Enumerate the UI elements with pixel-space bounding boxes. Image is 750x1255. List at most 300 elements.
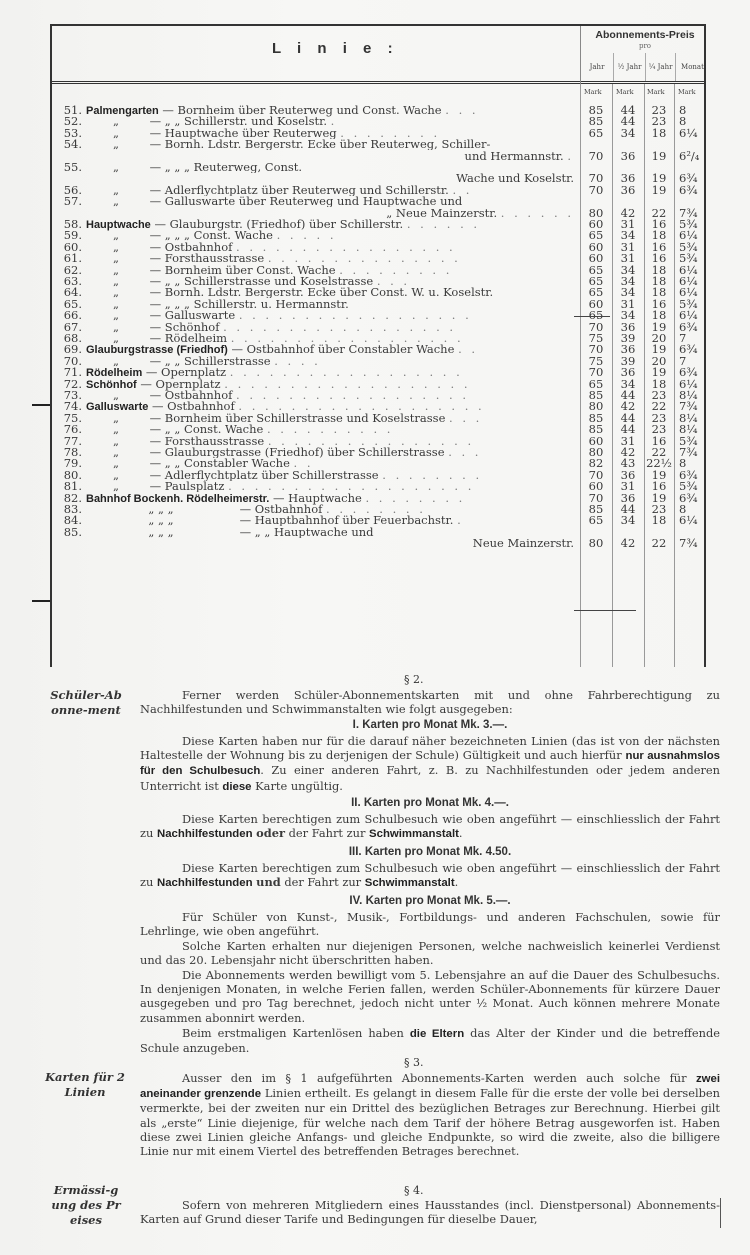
- linie-heading: L i n i e :: [272, 40, 399, 57]
- route-text-continued: Neue Mainzerstr.: [472, 537, 574, 550]
- route-text: „ — Paulsplatz . . . . . . . . . . . . . . . . . . .: [86, 480, 574, 492]
- table-row: [52, 332, 706, 343]
- table-row: [52, 114, 706, 129]
- price-halbjahr: 31: [620, 479, 636, 494]
- table-row: [52, 321, 706, 332]
- row-number: 79.: [63, 456, 82, 471]
- table-row: [52, 513, 706, 528]
- route-origin: „: [113, 423, 119, 436]
- section-4-sidenote: Ermässi-gung des Preises: [51, 1183, 121, 1227]
- price-monat: 8: [679, 456, 687, 471]
- price-jahr: 85: [588, 410, 604, 425]
- section-3-sidenote: Karten für 2 Linien: [45, 1070, 125, 1099]
- table-row: [52, 184, 706, 195]
- price-jahr: 70: [588, 467, 604, 482]
- price-halbjahr: 44: [620, 388, 636, 402]
- row-number: 51.: [63, 103, 82, 117]
- price-jahr: 85: [588, 502, 604, 516]
- price-monat: 5¾: [679, 433, 698, 448]
- price-vierteljahr: 18: [651, 513, 667, 528]
- table-row: [52, 355, 706, 366]
- table-row: [52, 138, 706, 161]
- unit-label: Mark: [678, 88, 696, 96]
- route-text: Bahnhof Bockenh. Rödelheimerstr. — Hauptwache . . . . . . . .: [86, 491, 466, 505]
- price-vierteljahr: 22: [651, 399, 667, 414]
- route-text: Galluswarte — Ostbahnhof . . . . . . . . . . . . . . . . . . .: [86, 400, 485, 414]
- route-text: Hauptwache — Glauburgstr. (Friedhof) über Schillerstr. . . . . . .: [86, 218, 481, 231]
- route-origin: „: [113, 309, 119, 322]
- price-monat: 6¼: [679, 376, 698, 391]
- price-vierteljahr: 19: [651, 490, 667, 505]
- row-number: 66.: [63, 308, 82, 323]
- route-text: Schönhof — Opernplatz . . . . . . . . . . . . . . . . . . .: [86, 377, 471, 391]
- price-jahr: 75: [588, 331, 604, 345]
- table-row: [52, 264, 706, 275]
- unit-label: Mark: [616, 88, 634, 96]
- route-text: „ „ „ — „ „ Hauptwache und: [86, 526, 574, 538]
- route-origin: „: [113, 138, 119, 151]
- price-jahr: 80: [588, 445, 604, 459]
- card-type-3-text: Diese Karten berechtigen zum Schulbesuch wie oben angeführt — einschliesslich der Fahrt zu Nachhilfestunden und der Fahrt zur Schwimmanstalt.: [140, 861, 720, 890]
- price-vierteljahr: 18: [651, 228, 667, 243]
- row-number: 63.: [63, 274, 82, 288]
- route-origin: „: [113, 354, 119, 367]
- price-halbjahr: 44: [620, 410, 636, 425]
- price-title: Abonnements-Preis: [595, 29, 695, 41]
- price-vierteljahr: 20: [651, 331, 667, 345]
- route-origin: „: [113, 183, 119, 196]
- price-jahr: 60: [588, 251, 604, 266]
- row-number: 61.: [63, 251, 82, 266]
- card-type-4-text: Für Schüler von Kunst-, Musik-, Fortbildungs- und anderen Fachschulen, sowie für Lehrlinge, wie oben angeführt.: [140, 910, 720, 939]
- route-text-continued: Wache und Koselstr.: [456, 172, 574, 185]
- price-jahr: 85: [588, 388, 604, 402]
- price-vierteljahr: 20: [651, 353, 667, 368]
- price-halbjahr: 42: [620, 399, 636, 414]
- price-halbjahr: 31: [620, 433, 636, 448]
- price-monat: 6¾: [679, 182, 698, 197]
- table-row: [52, 218, 706, 229]
- card-type-2-heading: II. Karten pro Monat Mk. 4.—.: [351, 797, 509, 809]
- route-text: „ — „ „ Schillerstrasse . . . .: [86, 355, 574, 367]
- price-halbjahr: 34: [620, 376, 636, 391]
- table-row: [52, 469, 706, 480]
- price-vierteljahr: 18: [651, 274, 667, 288]
- col-vierteljahr: ¼ Jahr: [645, 53, 675, 81]
- price-monat: 6²/₄: [679, 148, 700, 163]
- price-halbjahr: 44: [620, 103, 636, 117]
- row-number: 65.: [63, 296, 82, 311]
- route-origin: „: [113, 240, 119, 253]
- price-jahr: 70: [588, 365, 604, 380]
- route-origin: Hauptwache: [86, 219, 151, 231]
- price-jahr: 85: [588, 114, 604, 129]
- price-vierteljahr: 16: [651, 217, 667, 231]
- duration-text: Die Abonnements werden bewilligt vom 5. Lebensjahre an auf die Dauer des Schulbesuchs. In denjenigen Monaten, in welche Ferien fallen, werden Schüler-Abonnements für kürzere Dauer ausgegeben und pro Tag berechnet, jedoch nicht unter ½ Monat. Auch können mehrere Monate zusammen abonnirt werden.: [140, 968, 720, 1025]
- route-text: „ — Bornh. Ldstr. Bergerstr. Ecke über Reuterweg, Schiller-: [86, 138, 574, 150]
- price-halbjahr: 42: [620, 205, 636, 220]
- row-number: 81.: [63, 479, 82, 494]
- route-text: „ — „ „ Schillerstrasse und Koselstrasse . . .: [86, 275, 574, 287]
- table-row: [52, 104, 706, 115]
- row-number: 60.: [63, 239, 82, 254]
- col-jahr: Jahr: [589, 63, 605, 71]
- price-monat: 6¾: [679, 171, 698, 186]
- price-jahr: 70: [588, 182, 604, 197]
- table-row: [52, 195, 706, 218]
- price-monat: 6¾: [679, 342, 698, 357]
- price-halbjahr: 42: [620, 445, 636, 459]
- price-jahr: 70: [588, 171, 604, 186]
- price-vierteljahr: 23: [651, 422, 667, 437]
- row-number: 76.: [63, 422, 82, 437]
- row-number: 54.: [63, 137, 82, 152]
- price-halbjahr: 31: [620, 239, 636, 254]
- route-text: „ — Bornh. Ldstr. Bergerstr. Ecke über Const. W. u. Koselstr.: [86, 286, 574, 298]
- price-halbjahr: 31: [620, 296, 636, 311]
- unit-label: Mark: [647, 88, 665, 96]
- table-row: [52, 492, 706, 503]
- price-monat: 5¾: [679, 217, 698, 231]
- row-number: 68.: [63, 331, 82, 345]
- price-vierteljahr: 23: [651, 502, 667, 516]
- price-monat: 5¾: [679, 479, 698, 494]
- row-number: 64.: [63, 285, 82, 300]
- price-jahr: 70: [588, 319, 604, 334]
- table-row: [52, 446, 706, 457]
- route-origin: „: [113, 275, 119, 287]
- route-origin: „: [113, 263, 119, 276]
- pen-underline: [574, 316, 610, 317]
- price-halbjahr: 36: [620, 319, 636, 334]
- table-row: [52, 399, 706, 414]
- row-number: 80.: [63, 467, 82, 482]
- price-jahr: 65: [588, 228, 604, 243]
- price-monat: 6¼: [679, 285, 698, 300]
- price-jahr: 60: [588, 479, 604, 494]
- price-monat: 7¾: [679, 445, 698, 459]
- price-jahr: 85: [588, 422, 604, 437]
- row-number: 57.: [63, 194, 82, 209]
- page-edge-line: [720, 1198, 721, 1228]
- col-halbjahr: ½ Jahr: [613, 53, 645, 81]
- route-origin: „: [113, 252, 119, 265]
- section-3-text: Ausser den im § 1 aufgeführten Abonnements-Karten werden auch solche für zwei aneinander grenzende Linien ertheilt. Es gelangt in diesem Falle für die erste der volle bei derselben vermerkte, bei der zweiten nur ein Drittel des bezüglichen Betrages zur Berechnung. Hierbei gilt als „erste“ Linie diejenige, für welche nach dem Tarif der höhere Betrag ausgeworfen ist. Haben diese zwei Linien gleiche Anfangs- und gleiche Endpunkte, so wird die zweite, also die billigere Linie nur mit einem Viertel des betreffenden Betrages berechnet.: [140, 1071, 720, 1159]
- price-monat: 8: [679, 114, 687, 129]
- row-number: 55.: [63, 160, 82, 174]
- route-text: Glauburgstrasse (Friedhof) — Ostbahnhof über Constabler Wache . .: [86, 343, 479, 357]
- row-number: 84.: [63, 513, 82, 528]
- price-halbjahr: 34: [620, 125, 636, 140]
- price-monat: 5¾: [679, 296, 698, 311]
- route-text: „ — „ „ „ Reuterweg, Const.: [86, 161, 574, 173]
- row-number: 75.: [63, 410, 82, 425]
- price-vierteljahr: 18: [651, 285, 667, 300]
- route-origin: „ „ „: [148, 503, 174, 515]
- parents-text: Beim erstmaligen Kartenlösen haben die Eltern das Alter der Kinder und die betreffende Schule anzugeben.: [140, 1026, 720, 1056]
- route-origin: „: [113, 115, 119, 128]
- price-jahr: 65: [588, 125, 604, 140]
- price-vierteljahr: 19: [651, 467, 667, 482]
- route-text: „ — Forsthausstrasse . . . . . . . . . . . . . . . .: [86, 435, 574, 447]
- price-monat: 6¼: [679, 308, 698, 323]
- table-row: [52, 435, 706, 446]
- price-jahr: 65: [588, 376, 604, 391]
- route-origin: „: [113, 411, 119, 424]
- row-number: 82.: [63, 490, 82, 505]
- price-monat: 5¾: [679, 251, 698, 266]
- route-origin: Galluswarte: [86, 401, 149, 414]
- row-number: 56.: [63, 182, 82, 197]
- price-monat: 6¼: [679, 228, 698, 243]
- route-origin: „ „ „: [148, 514, 174, 527]
- tariff-table: [50, 24, 706, 667]
- price-vierteljahr: 19: [651, 319, 667, 334]
- price-monat: 7¾: [679, 536, 698, 551]
- route-text: „ — „ „ Schillerstr. und Koselstr. .: [86, 115, 574, 127]
- section-2-sidenote: Schüler-Abonne-ment: [50, 688, 122, 717]
- route-text: Palmengarten — Bornheim über Reuterweg und Const. Wache . . .: [86, 104, 479, 117]
- section-2-title: § 2.: [404, 673, 424, 686]
- price-jahr: 60: [588, 296, 604, 311]
- price-halbjahr: 34: [620, 285, 636, 300]
- route-text: „ „ „ — Ostbahnhof . . . . . . . .: [86, 503, 574, 515]
- table-row: [52, 241, 706, 252]
- route-origin: „: [113, 126, 119, 139]
- price-monat: 7: [679, 331, 687, 345]
- route-origin: „: [113, 195, 119, 208]
- price-pro: pro: [638, 42, 652, 50]
- price-jahr: 60: [588, 239, 604, 254]
- pen-mark: [32, 600, 50, 602]
- route-text: „ — Adlerflychtplatz über Schillerstrasse . . . . . . . .: [86, 469, 574, 481]
- row-number: 69.: [63, 342, 82, 357]
- section-2-intro: Ferner werden Schüler-Abonnementskarten mit und ohne Fahrberechtigung zu Nachhilfestunden und Schwimmanstalten wie folgt ausgegeben:: [140, 688, 720, 717]
- price-jahr: 65: [588, 274, 604, 288]
- price-vierteljahr: 23: [651, 103, 667, 117]
- price-jahr: 70: [588, 342, 604, 357]
- price-monat: 8¼: [679, 410, 698, 425]
- price-halbjahr: 39: [620, 331, 636, 345]
- price-halbjahr: 34: [620, 513, 636, 528]
- table-row: [52, 298, 706, 309]
- table-row: [52, 365, 706, 380]
- price-jahr: 80: [588, 536, 604, 551]
- price-vierteljahr: 18: [651, 125, 667, 140]
- price-vierteljahr: 22: [651, 445, 667, 459]
- price-vierteljahr: 22: [651, 536, 667, 551]
- table-row: [52, 228, 706, 243]
- price-monat: 8¼: [679, 422, 698, 437]
- price-halbjahr: 44: [620, 502, 636, 516]
- price-halbjahr: 44: [620, 422, 636, 437]
- eligibility-text: Solche Karten erhalten nur diejenigen Personen, welche nachweislich keinerlei Verdienst und das 20. Lebensjahr nicht überschritten haben.: [140, 939, 720, 968]
- row-number: 67.: [63, 319, 82, 334]
- route-text-continued: „ Neue Mainzerstr. . . . . . .: [386, 206, 574, 219]
- route-origin: „: [113, 468, 119, 481]
- price-vierteljahr: 19: [651, 148, 667, 163]
- price-jahr: 70: [588, 490, 604, 505]
- route-text: „ „ „ — Hauptbahnhof über Feuerbachstr. .: [86, 514, 574, 526]
- price-vierteljahr: 16: [651, 479, 667, 494]
- price-halbjahr: 34: [620, 228, 636, 243]
- route-text: „ — „ „ „ Const. Wache . . . . .: [86, 229, 574, 241]
- row-number: 78.: [63, 445, 82, 459]
- route-text: „ — Bornheim über Schillerstrasse und Koselstrasse . . .: [86, 412, 574, 424]
- route-origin: „: [113, 446, 119, 458]
- table-row: [52, 389, 706, 400]
- route-text: „ — Galluswarte über Reuterweg und Hauptwache und: [86, 195, 574, 207]
- route-origin: „: [113, 161, 119, 173]
- table-row: [52, 479, 706, 494]
- price-monat: 6¾: [679, 490, 698, 505]
- price-jahr: 65: [588, 285, 604, 300]
- row-number: 59.: [63, 228, 82, 243]
- price-monat: 5¾: [679, 239, 698, 254]
- table-row: [52, 308, 706, 323]
- route-origin: Schönhof: [86, 378, 137, 391]
- price-monat: 7¾: [679, 399, 698, 414]
- price-halbjahr: 36: [620, 490, 636, 505]
- table-row: [52, 275, 706, 286]
- col-monat: Monat: [675, 53, 709, 81]
- row-number: 53.: [63, 125, 82, 140]
- route-text: „ — Ostbahnhof . . . . . . . . . . . . . . . . .: [86, 241, 574, 253]
- price-vierteljahr: 23: [651, 114, 667, 129]
- price-jahr: 65: [588, 308, 604, 323]
- price-halbjahr: 44: [620, 114, 636, 129]
- route-origin: „: [113, 332, 119, 344]
- price-vierteljahr: 18: [651, 376, 667, 391]
- route-origin: Bahnhof Bockenh. Rödelheimerstr.: [86, 492, 270, 505]
- route-origin: „: [113, 229, 119, 242]
- price-monat: 6¾: [679, 319, 698, 334]
- price-jahr: 75: [588, 353, 604, 368]
- table-header: [52, 26, 704, 84]
- route-text: „ — „ „ Constabler Wache . .: [86, 457, 574, 469]
- route-origin: Rödelheim: [86, 367, 143, 380]
- price-vierteljahr: 23: [651, 388, 667, 402]
- price-jahr: 85: [588, 103, 604, 117]
- price-monat: 6¼: [679, 274, 698, 288]
- price-halbjahr: 34: [620, 308, 636, 323]
- price-halbjahr: 36: [620, 148, 636, 163]
- price-vierteljahr: 19: [651, 342, 667, 357]
- price-halbjahr: 36: [620, 171, 636, 186]
- price-monat: 6¼: [679, 262, 698, 277]
- route-text: „ — Galluswarte . . . . . . . . . . . . . . . . . .: [86, 309, 574, 321]
- table-row: [52, 526, 706, 549]
- table-row: [52, 285, 706, 300]
- table-row: [52, 127, 706, 138]
- price-halbjahr: 36: [620, 182, 636, 197]
- route-text: „ — Forsthausstrasse . . . . . . . . . . . . . . .: [86, 252, 574, 264]
- row-number: 71.: [63, 365, 82, 380]
- price-vierteljahr: 23: [651, 410, 667, 425]
- route-origin: „: [113, 457, 119, 470]
- row-number: 73.: [63, 388, 82, 402]
- price-halbjahr: 36: [620, 342, 636, 357]
- price-vierteljahr: 18: [651, 262, 667, 277]
- price-jahr: 80: [588, 205, 604, 220]
- route-origin: „: [113, 389, 119, 401]
- row-number: 74.: [63, 399, 82, 414]
- price-vierteljahr: 22½: [646, 456, 672, 471]
- route-text: „ — Adlerflychtplatz über Reuterweg und Schillerstr. . .: [86, 184, 574, 196]
- price-monat: 6¾: [679, 467, 698, 482]
- route-text: „ — Schönhof . . . . . . . . . . . . . . . . . .: [86, 321, 574, 333]
- route-origin: „: [113, 320, 119, 333]
- price-halbjahr: 42: [620, 536, 636, 551]
- price-vierteljahr: 16: [651, 296, 667, 311]
- price-vierteljahr: 16: [651, 239, 667, 254]
- route-text: „ — Bornheim über Const. Wache . . . . . . . . .: [86, 264, 574, 276]
- price-vierteljahr: 19: [651, 182, 667, 197]
- pen-underline: [574, 610, 636, 611]
- card-type-4-heading: IV. Karten pro Monat Mk. 5.—.: [349, 895, 511, 907]
- price-monat: 6¼: [679, 513, 698, 528]
- price-jahr: 60: [588, 433, 604, 448]
- route-text: „ — „ „ Const. Wache . . . . . . . . . .: [86, 423, 574, 435]
- price-monat: 8: [679, 502, 687, 516]
- price-halbjahr: 36: [620, 467, 636, 482]
- row-number: 62.: [63, 262, 82, 277]
- price-jahr: 65: [588, 262, 604, 277]
- route-origin: „: [113, 480, 119, 493]
- section-4-title: § 4.: [404, 1184, 424, 1197]
- price-halbjahr: 43: [620, 456, 636, 471]
- row-number: 52.: [63, 114, 82, 129]
- price-vierteljahr: 18: [651, 308, 667, 323]
- row-number: 70.: [63, 353, 82, 368]
- route-origin: Palmengarten: [86, 105, 159, 117]
- route-origin: „: [113, 434, 119, 447]
- price-jahr: 70: [588, 148, 604, 163]
- pen-mark: [32, 404, 50, 406]
- route-origin: Glauburgstrasse (Friedhof): [86, 344, 228, 357]
- price-jahr: 82: [588, 456, 604, 471]
- price-vierteljahr: 19: [651, 365, 667, 380]
- route-text: „ — Ostbahnhof . . . . . . . . . . . . . . . . . .: [86, 389, 574, 401]
- card-type-1-heading: I. Karten pro Monat Mk. 3.—.: [352, 719, 508, 731]
- price-halbjahr: 39: [620, 353, 636, 368]
- price-halbjahr: 31: [620, 251, 636, 266]
- row-number: 72.: [63, 376, 82, 391]
- route-text: Rödelheim — Opernplatz . . . . . . . . . . . . . . . . . .: [86, 366, 463, 380]
- section-3-title: § 3.: [404, 1056, 424, 1069]
- price-monat: 6¼: [679, 125, 698, 140]
- route-origin: „ „ „: [148, 525, 174, 538]
- table-row: [52, 342, 706, 357]
- price-monat: 7: [679, 353, 687, 368]
- price-vierteljahr: 22: [651, 205, 667, 220]
- price-monat: 8: [679, 103, 687, 117]
- price-monat: 6¾: [679, 365, 698, 380]
- table-row: [52, 251, 706, 266]
- price-halbjahr: 36: [620, 365, 636, 380]
- price-monat: 7¾: [679, 205, 698, 220]
- card-type-1-text: Diese Karten haben nur für die darauf näher bezeichneten Linien (das ist von der nächsten Haltestelle der Wohnung bis zu derjenigen der Schule) Gültigkeit und auch hierfür nur ausnahmslos für den Schulbesuch. Zu einer anderen Fahrt, z. B. zu Nachhilfestunden oder jedem anderen Unterricht ist diese Karte ungültig.: [140, 734, 721, 793]
- table-row: [52, 422, 706, 437]
- price-vierteljahr: 19: [651, 171, 667, 186]
- table-row: [52, 161, 706, 184]
- price-vierteljahr: 16: [651, 251, 667, 266]
- card-type-3-heading: III. Karten pro Monat Mk. 4.50.: [348, 846, 512, 858]
- route-origin: „: [113, 286, 119, 299]
- route-origin: „: [113, 297, 119, 310]
- row-number: 58.: [63, 217, 82, 231]
- price-jahr: 60: [588, 217, 604, 231]
